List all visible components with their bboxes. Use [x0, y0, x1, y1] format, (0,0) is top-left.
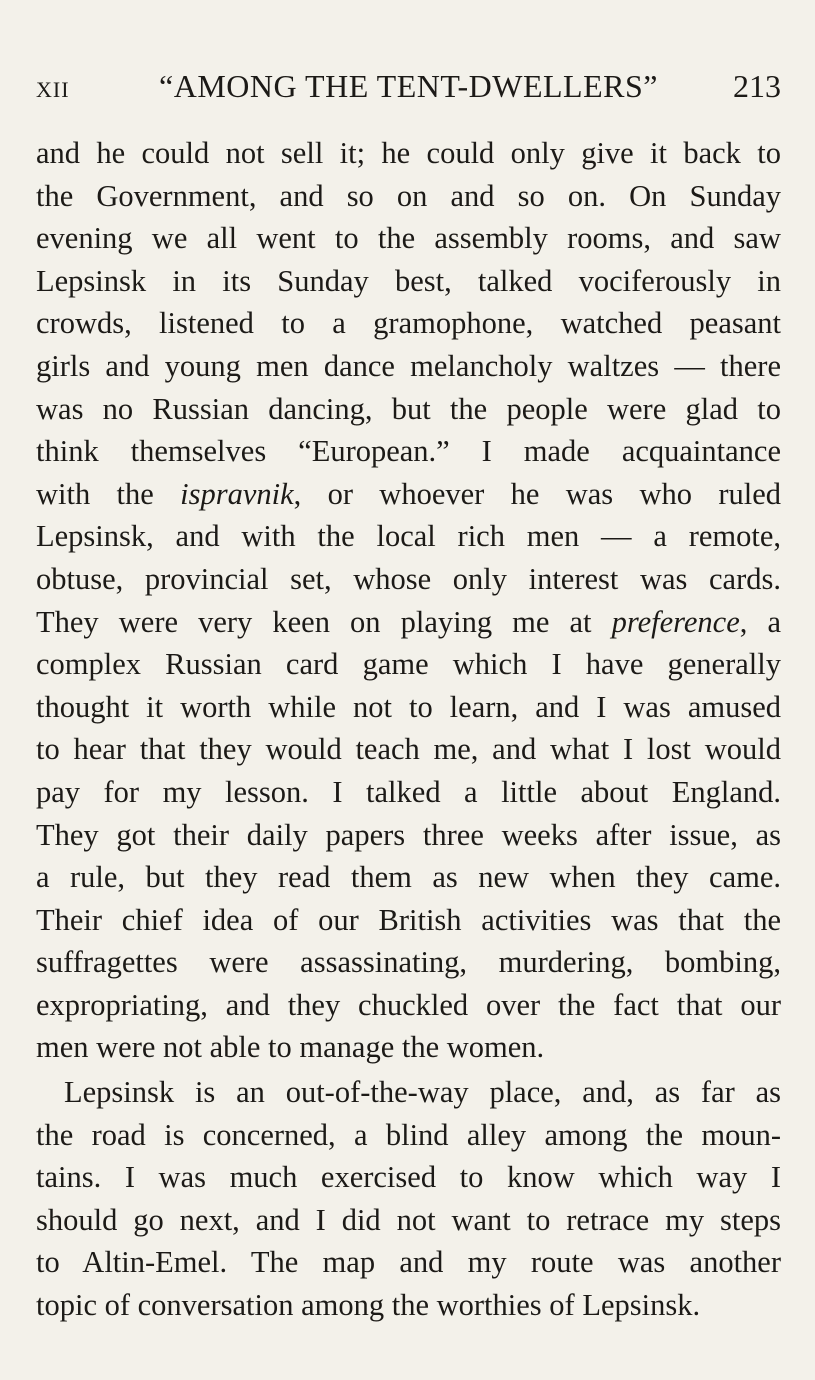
text-line [36, 1156, 781, 1199]
text-run: topic of conversation among the worthies of Lepsinsk. [36, 1288, 701, 1323]
text-run: to Altin-Emel. The map and my route was another [36, 1245, 781, 1280]
text-line [36, 601, 781, 644]
paragraph [36, 1071, 781, 1327]
text-run: girls and young men dance melancholy waltzes — there [36, 348, 781, 383]
text-run: think themselves “European.” I made acquaintance [36, 434, 781, 469]
text-run: They got their daily papers three weeks after issue, as [36, 817, 781, 852]
text-run: pay for my lesson. I talked a little about England. [36, 774, 781, 809]
text-run: Lepsinsk in its Sunday best, talked vociferously in [36, 263, 781, 298]
text-line [36, 686, 781, 729]
text-line [36, 388, 781, 431]
text-line [36, 1114, 781, 1157]
text-run: should go next, and I did not want to retrace my steps [36, 1202, 781, 1237]
text-run: , or whoever he was who ruled [293, 476, 781, 511]
text-run: the road is concerned, a blind alley among the moun- [36, 1117, 781, 1152]
text-run: was no Russian dancing, but the people were glad to [36, 391, 781, 426]
text-run: evening we all went to the assembly rooms, and saw [36, 221, 781, 256]
text-line [36, 132, 781, 175]
text-run: obtuse, provincial set, whose only interest was cards. [36, 561, 781, 596]
text-line [36, 302, 781, 345]
text-line [36, 1199, 781, 1242]
text-line [36, 856, 781, 899]
chapter-number: xii [36, 68, 70, 104]
text-run: the Government, and so on and so on. On Sunday [36, 178, 781, 213]
text-line [36, 345, 781, 388]
text-line [36, 899, 781, 942]
text-line [36, 643, 781, 686]
paragraph [36, 132, 781, 1069]
text-line [36, 1284, 781, 1327]
text-run: complex Russian card game which I have generally [36, 647, 781, 682]
running-head [36, 64, 781, 108]
text-run: , a [739, 604, 781, 639]
text-line [36, 941, 781, 984]
page-number: 213 [733, 68, 781, 104]
text-run: Lepsinsk, and with the local rich men — a remote, [36, 519, 781, 554]
text-line [36, 558, 781, 601]
text-line [36, 814, 781, 857]
chapter-title: “AMONG THE TENT-DWELLERS” [159, 68, 658, 104]
italic-term: ispravnik [180, 476, 294, 511]
text-line [36, 728, 781, 771]
text-line [36, 1071, 781, 1114]
text-run: crowds, listened to a gramophone, watched peasant [36, 306, 781, 341]
text-run: tains. I was much exercised to know which way I [36, 1160, 781, 1195]
text-line [36, 217, 781, 260]
text-line [36, 473, 781, 516]
text-line [36, 771, 781, 814]
text-line [36, 175, 781, 218]
text-run: Lepsinsk is an out-of-the-way place, and, as far as [64, 1075, 781, 1110]
text-run: and he could not sell it; he could only give it back to [36, 136, 781, 170]
body-text [36, 132, 781, 1327]
text-run: with the [36, 476, 181, 511]
text-line [36, 260, 781, 303]
text-line [36, 430, 781, 473]
text-run: Their chief idea of our British activities was that the [36, 902, 781, 937]
text-run: suffragettes were assassinating, murdering, bombing, [36, 945, 781, 980]
italic-term: preference [611, 604, 740, 639]
text-line [36, 515, 781, 558]
text-line [36, 1026, 781, 1069]
text-line [36, 984, 781, 1027]
text-run: thought it worth while not to learn, and I was amused [36, 689, 781, 724]
text-run: to hear that they would teach me, and what I lost would [36, 732, 781, 767]
text-run: a rule, but they read them as new when they came. [36, 860, 781, 895]
text-run: expropriating, and they chuckled over the fact that our [36, 987, 781, 1022]
text-line [36, 1241, 781, 1284]
text-run: men were not able to manage the women. [36, 1030, 545, 1065]
text-run: They were very keen on playing me at [36, 604, 612, 639]
